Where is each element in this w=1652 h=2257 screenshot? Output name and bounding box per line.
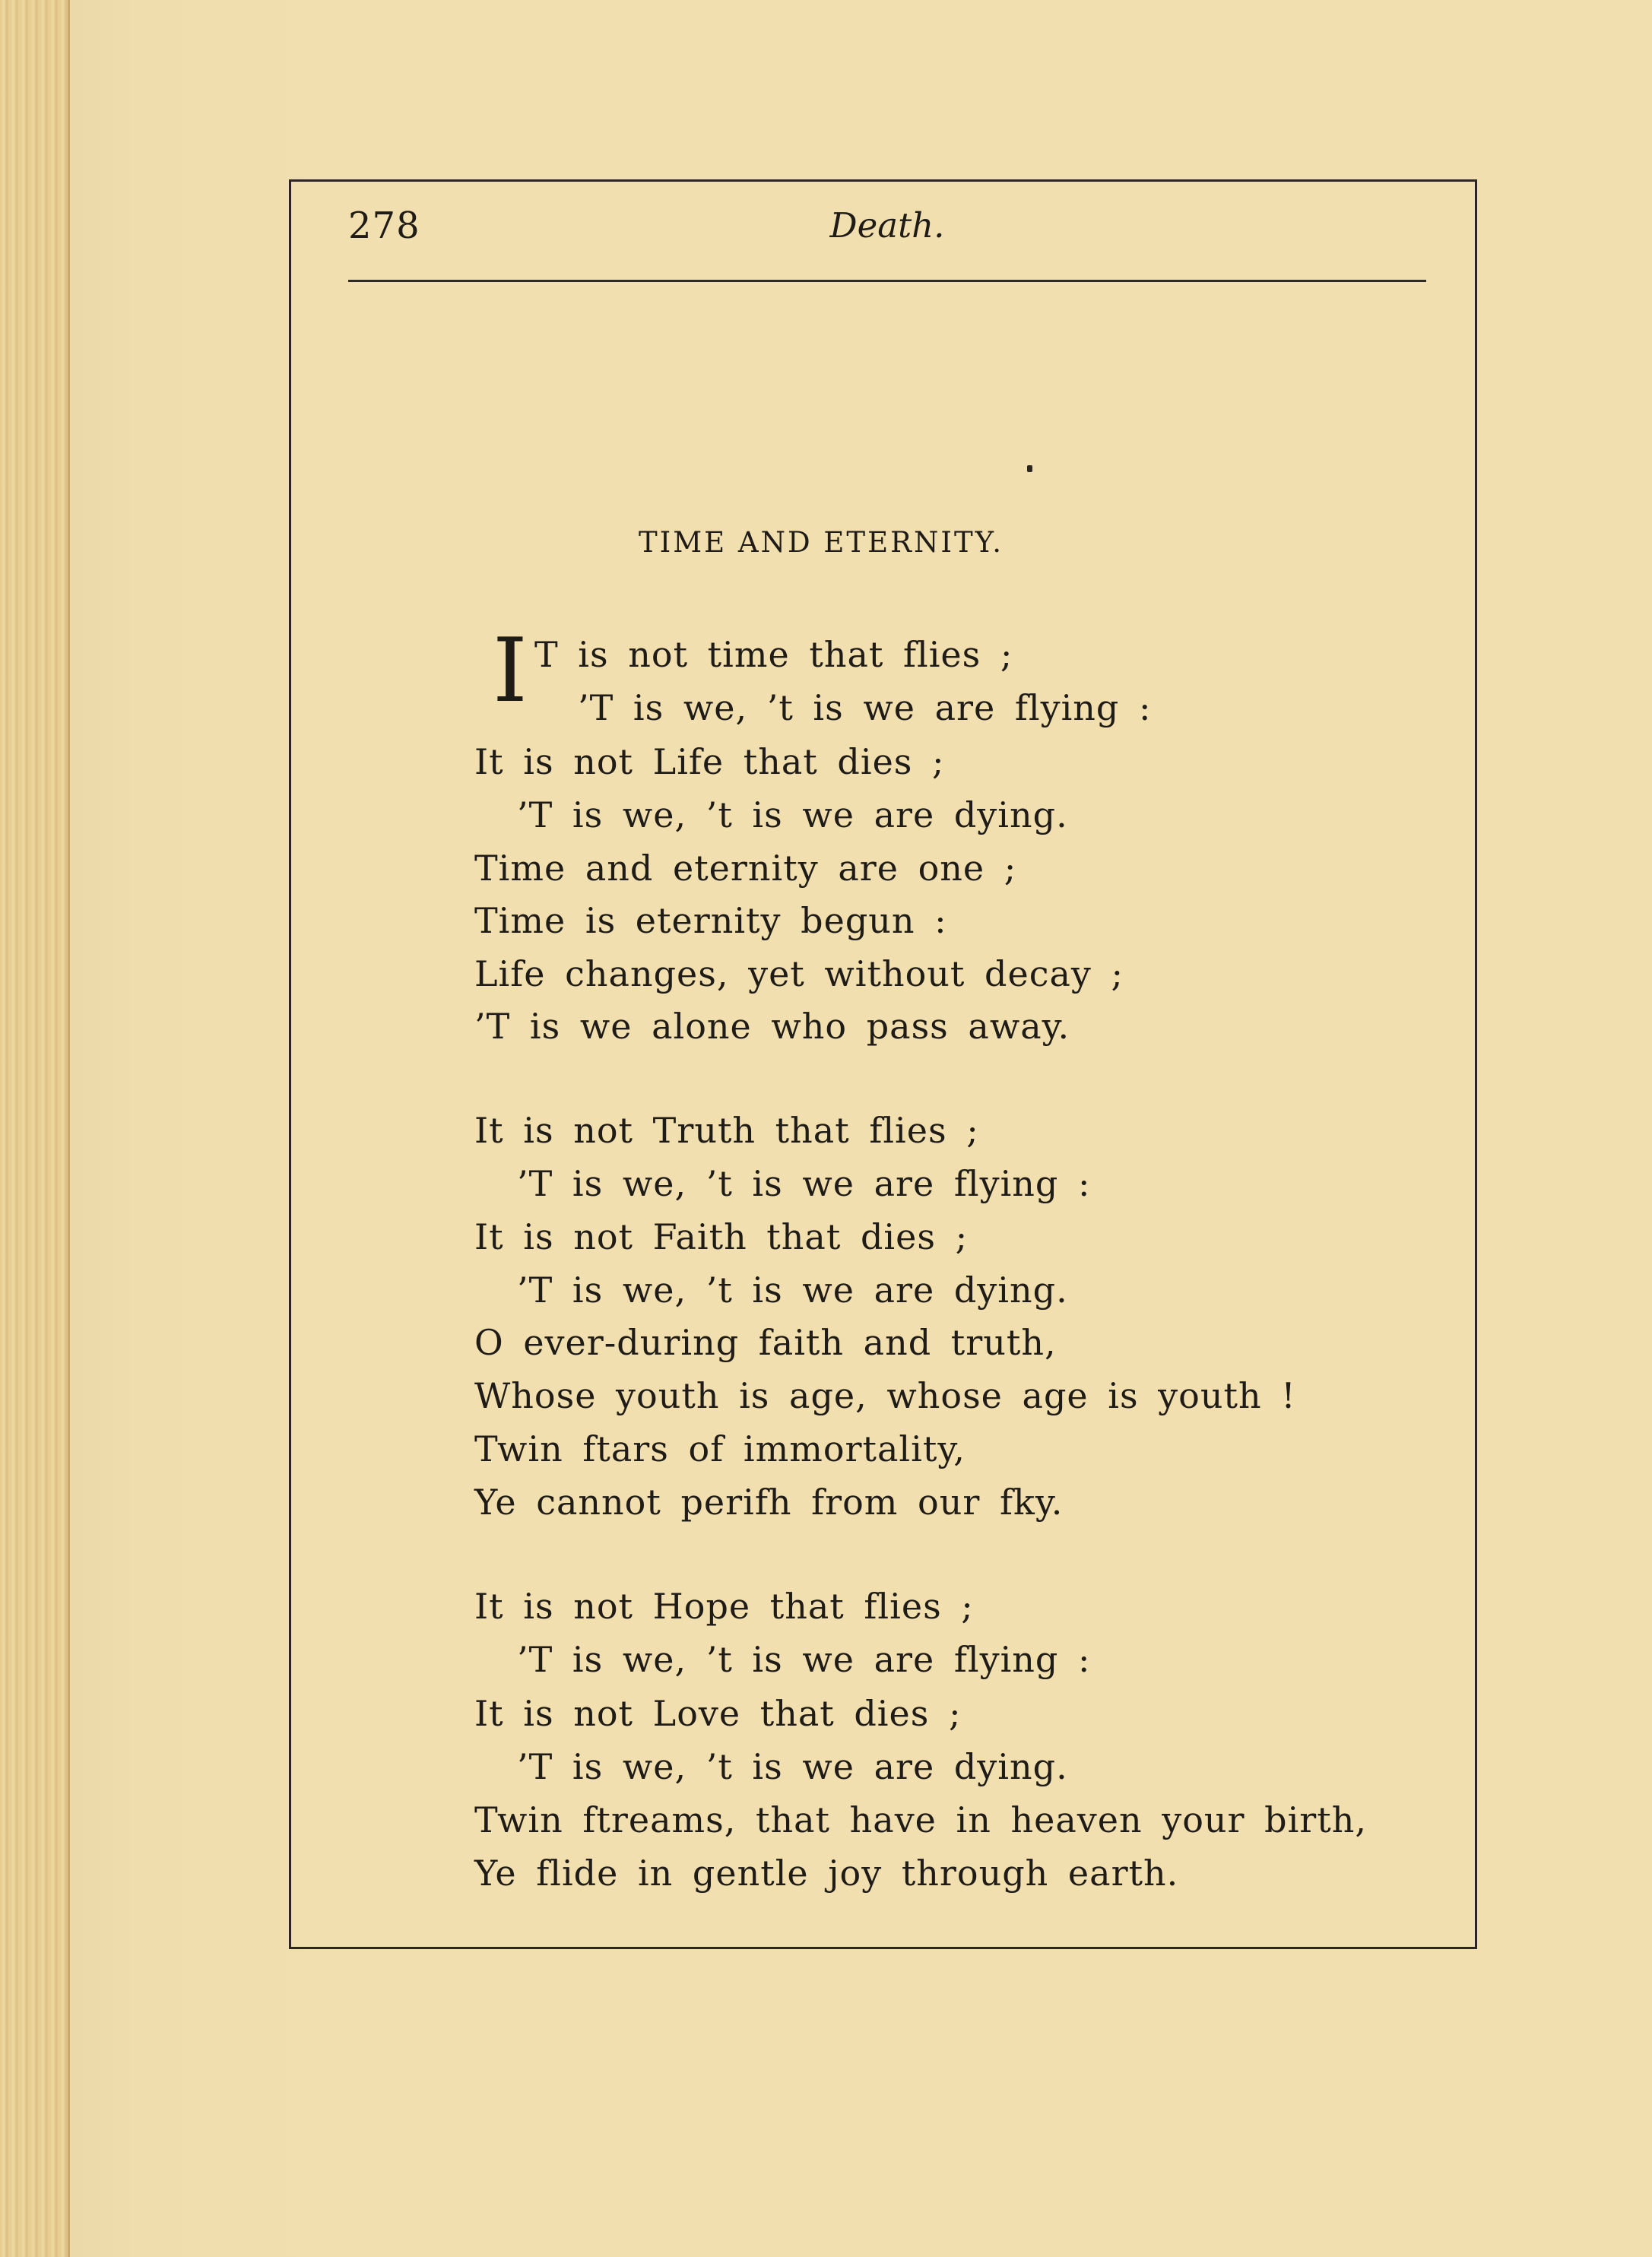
poem-line: It is not Life that dies ; xyxy=(474,741,945,782)
poem-line: T is not time that flies ; xyxy=(534,634,1013,675)
poem-line: Life changes, yet without decay ; xyxy=(474,953,1124,994)
poem-line: It is not Truth that flies ; xyxy=(474,1110,979,1151)
poem-line: Time and eternity are one ; xyxy=(474,848,1017,889)
poem-line: Twin ftars of immortality, xyxy=(474,1428,966,1469)
poem-title: TIME AND ETERNITY. xyxy=(638,526,1004,559)
poem-line: Whose youth is age, whose age is youth ! xyxy=(474,1375,1296,1416)
poem-line: Time is eternity begun : xyxy=(474,900,947,941)
poem-line: Ye flide in gentle joy through earth. xyxy=(474,1853,1179,1894)
poem-line: ’T is we, ’t is we are flying : xyxy=(517,1163,1091,1204)
running-header xyxy=(348,199,1426,252)
poem-line: It is not Love that dies ; xyxy=(474,1693,962,1734)
poem-line: ’T is we, ’t is we are dying. xyxy=(517,1270,1068,1311)
poem-line: It is not Faith that dies ; xyxy=(474,1216,969,1257)
poem-line: ’T is we alone who pass away. xyxy=(474,1006,1070,1047)
poem-line: Twin ftreams, that have in heaven your birth, xyxy=(474,1799,1368,1840)
poem-line: ’T is we, ’t is we are dying. xyxy=(517,1746,1068,1787)
page-number: 278 xyxy=(348,204,420,247)
section-title: Death. xyxy=(829,205,945,246)
drop-cap-initial: I xyxy=(493,620,528,722)
book-page-edge xyxy=(0,0,70,2257)
poem-line: ’T is we, ’t is we are flying : xyxy=(517,1639,1091,1680)
poem-line: Ye cannot perifh from our fky. xyxy=(474,1482,1064,1523)
poem-line: ’T is we, ’t is we are flying : xyxy=(578,687,1152,728)
header-rule xyxy=(348,280,1426,282)
ornament-dot xyxy=(1027,465,1032,472)
page-border-frame xyxy=(289,179,1477,1949)
poem-line: It is not Hope that flies ; xyxy=(474,1586,974,1627)
poem-line: O ever-during faith and truth, xyxy=(474,1322,1057,1363)
poem-line: ’T is we, ’t is we are dying. xyxy=(517,794,1068,835)
